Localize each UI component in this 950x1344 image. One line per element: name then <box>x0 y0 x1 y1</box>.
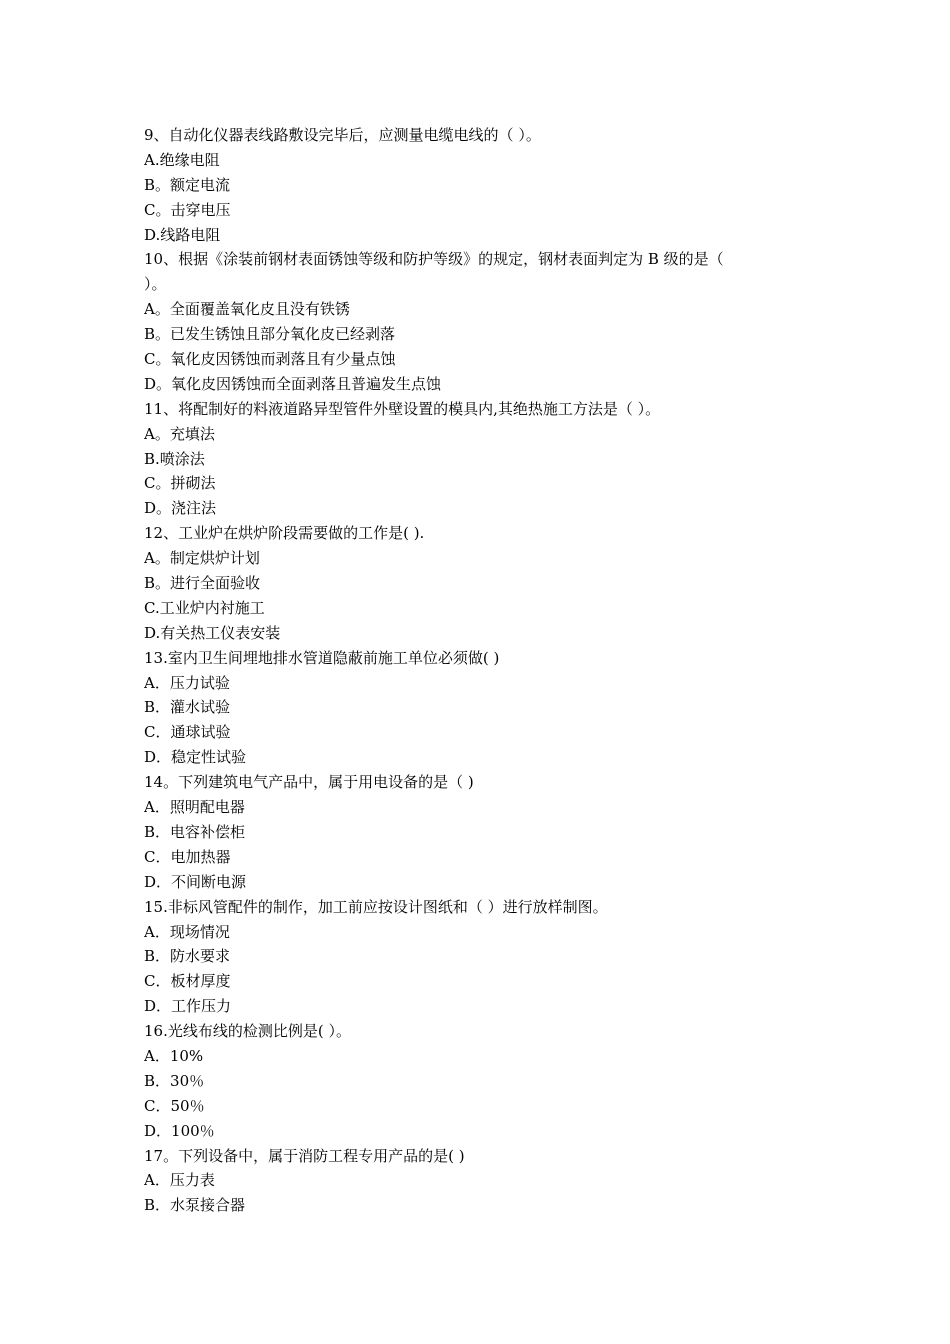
question-13-option-d: D．稳定性试验 <box>144 748 247 767</box>
question-10-option-b: B。已发生锈蚀且部分氧化皮已经剥落 <box>144 325 396 344</box>
question-12-stem: 12、工业炉在烘炉阶段需要做的工作是( ). <box>144 524 425 543</box>
question-9-option-a: A.绝缘电阻 <box>144 150 220 169</box>
question-15-option-a: A．现场情况 <box>144 922 230 941</box>
question-10-stem-continued: ）。 <box>144 275 167 294</box>
question-10-option-a: A。全面覆盖氧化皮且没有铁锈 <box>144 300 350 319</box>
question-12-option-a: A。制定烘炉计划 <box>144 549 260 568</box>
question-11-option-d: D。浇注法 <box>144 499 217 518</box>
question-12-option-d: D.有关热工仪表安装 <box>144 623 281 642</box>
question-14-option-d: D．不间断电源 <box>144 872 247 891</box>
question-10-option-d: D。氧化皮因锈蚀而全面剥落且普遍发生点蚀 <box>144 374 442 393</box>
question-15-option-b: B．防水要求 <box>144 947 231 966</box>
question-13-option-a: A．压力试验 <box>144 673 230 692</box>
question-13-option-b: B．灌水试验 <box>144 698 231 717</box>
question-10-option-c: C。氧化皮因锈蚀而剥落且有少量点蚀 <box>144 350 396 369</box>
question-15-option-c: C．板材厚度 <box>144 972 231 991</box>
question-16-option-d: D．100％ <box>144 1121 215 1140</box>
question-17-option-b: B．水泵接合器 <box>144 1196 246 1215</box>
question-9-stem: 9、自动化仪器表线路敷设完毕后，应测量电缆电线的（ ）。 <box>144 126 541 144</box>
question-14-option-b: B．电容补偿柜 <box>144 822 246 841</box>
question-12-option-c: C.工业炉内衬施工 <box>144 598 265 617</box>
question-13-option-c: C．通球试验 <box>144 723 231 742</box>
question-16-option-b: B．30％ <box>144 1071 205 1090</box>
question-list <box>144 123 824 1218</box>
question-13-stem: 13.室内卫生间埋地排水管道隐蔽前施工单位必须做( ) <box>144 648 500 667</box>
question-17-stem: 17。下列设备中，属于消防工程专用产品的是( ) <box>144 1146 465 1165</box>
question-11-option-a: A。充填法 <box>144 424 215 443</box>
question-14-option-c: C．电加热器 <box>144 847 231 866</box>
question-9-option-d: D.线路电阻 <box>144 225 221 244</box>
question-12-option-b: B。进行全面验收 <box>144 574 261 593</box>
question-10-stem: 10、根据《涂装前钢材表面锈蚀等级和防护等级》的规定，钢材表面判定为 B 级的是（ <box>144 250 724 269</box>
question-14-stem: 14。下列建筑电气产品中，属于用电设备的是（ ) <box>144 773 474 792</box>
question-11-option-c: C。拼砌法 <box>144 474 216 493</box>
question-11-stem: 11、将配制好的料液道路异型管件外壁设置的模具内,其绝热施工方法是（ ）。 <box>144 399 661 418</box>
question-16-option-c: C．50％ <box>144 1096 205 1115</box>
question-15-stem: 15.非标风管配件的制作，加工前应按设计图纸和（ ）进行放样制图。 <box>144 897 608 916</box>
question-11-option-b: B.喷涂法 <box>144 449 205 468</box>
question-15-option-d: D．工作压力 <box>144 997 232 1016</box>
question-9-option-c: C。击穿电压 <box>144 200 231 219</box>
question-9-option-b: B。额定电流 <box>144 175 231 194</box>
question-16-stem: 16.光线布线的检测比例是( ）。 <box>144 1022 351 1041</box>
question-17-option-a: A．压力表 <box>144 1171 215 1190</box>
question-16-option-a: A．10% <box>144 1046 204 1065</box>
question-14-option-a: A．照明配电器 <box>144 798 245 817</box>
